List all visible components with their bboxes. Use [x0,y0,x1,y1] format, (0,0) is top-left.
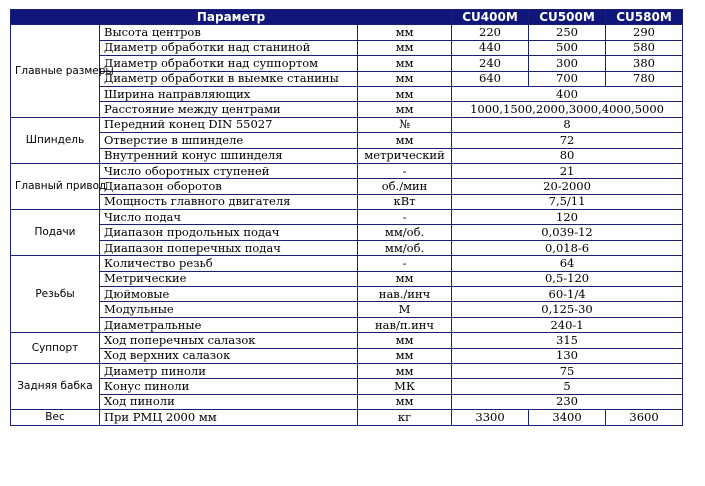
param-name: Мощность главного двигателя [100,194,358,209]
table-row [11,179,683,194]
table-row [11,194,683,209]
param-unit: мм/об. [358,240,452,255]
param-unit: кг [358,410,452,425]
param-value: 1000,1500,2000,3000,4000,5000 [452,102,683,117]
table-row [11,348,683,363]
table-row [11,363,683,378]
param-name: Внутренний конус шпинделя [100,148,358,163]
param-value: 64 [452,256,683,271]
param-value: 3600 [606,410,683,425]
param-name: Передний конец DIN 55027 [100,117,358,132]
param-value: 75 [452,363,683,378]
header-model: CU580M [606,10,683,25]
group-label: Резьбы [11,256,100,333]
param-value: 0,018-6 [452,240,683,255]
param-value: 3400 [529,410,606,425]
param-value: 130 [452,348,683,363]
table-row [11,302,683,317]
group-label: Главные размеры [11,25,100,117]
param-unit: мм/об. [358,225,452,240]
table-row [11,210,683,225]
param-value: 240 [452,56,529,71]
param-unit: мм [358,348,452,363]
table-row [11,148,683,163]
param-name: Дюймовые [100,287,358,302]
table-row [11,163,683,178]
param-value: 3300 [452,410,529,425]
param-value: 80 [452,148,683,163]
param-name: Отверстие в шпинделе [100,133,358,148]
table-row [11,25,683,40]
param-unit: мм [358,25,452,40]
param-value: 220 [452,25,529,40]
param-name: Диаметр обработки над станиной [100,40,358,55]
param-value: 240-1 [452,317,683,332]
group-label: Подачи [11,210,100,256]
spec-table [10,9,683,426]
param-value: 300 [529,56,606,71]
table-row [11,410,683,425]
header-model: CU500M [529,10,606,25]
header-row [11,10,683,25]
param-name: При РМЦ 2000 мм [100,410,358,425]
param-value: 440 [452,40,529,55]
table-row [11,40,683,55]
param-name: Число подач [100,210,358,225]
param-unit: мм [358,333,452,348]
param-name: Модульные [100,302,358,317]
param-value: 230 [452,394,683,409]
param-unit: - [358,210,452,225]
param-value: 315 [452,333,683,348]
param-name: Высота центров [100,25,358,40]
table-row [11,225,683,240]
param-value: 8 [452,117,683,132]
param-name: Диапазон продольных подач [100,225,358,240]
param-name: Диапазон оборотов [100,179,358,194]
param-unit: кВт [358,194,452,209]
param-name: Ход пиноли [100,394,358,409]
param-value: 20-2000 [452,179,683,194]
param-value: 72 [452,133,683,148]
param-name: Количество резьб [100,256,358,271]
table-row [11,394,683,409]
param-unit: метрический [358,148,452,163]
table-row [11,117,683,132]
param-value: 0,039-12 [452,225,683,240]
group-label: Вес [11,410,100,425]
param-value: 400 [452,86,683,101]
param-value: 290 [606,25,683,40]
param-name: Диапазон поперечных подач [100,240,358,255]
param-name: Ход верхних салазок [100,348,358,363]
param-name: Ширина направляющих [100,86,358,101]
param-value: 7,5/11 [452,194,683,209]
param-unit: мм [358,363,452,378]
table-row [11,271,683,286]
param-unit: МК [358,379,452,394]
param-unit: нав/π.инч [358,317,452,332]
param-unit: мм [358,133,452,148]
param-value: 60-1/4 [452,287,683,302]
param-name: Метрические [100,271,358,286]
param-value: 120 [452,210,683,225]
param-unit: об./мин [358,179,452,194]
param-value: 250 [529,25,606,40]
param-value: 0,5-120 [452,271,683,286]
param-unit: мм [358,86,452,101]
param-unit: мм [358,271,452,286]
param-name: Расстояние между центрами [100,102,358,117]
table-row [11,317,683,332]
param-value: 640 [452,71,529,86]
table-row [11,102,683,117]
param-unit: М [358,302,452,317]
param-name: Конус пиноли [100,379,358,394]
table-row [11,71,683,86]
param-unit: № [358,117,452,132]
group-label: Главный привод [11,163,100,209]
table-row [11,379,683,394]
param-unit: мм [358,56,452,71]
table-row [11,240,683,255]
param-unit: мм [358,394,452,409]
table-row [11,86,683,101]
param-unit: - [358,163,452,178]
param-unit: - [358,256,452,271]
param-unit: нав./инч [358,287,452,302]
header-model: CU400M [452,10,529,25]
table-row [11,256,683,271]
group-label: Суппорт [11,333,100,364]
table-row [11,287,683,302]
param-value: 21 [452,163,683,178]
param-name: Число оборотных ступеней [100,163,358,178]
param-unit: мм [358,40,452,55]
param-name: Диаметр обработки над суппортом [100,56,358,71]
param-name: Ход поперечных салазок [100,333,358,348]
table-row [11,56,683,71]
group-label: Шпиндель [11,117,100,163]
param-name: Диаметр пиноли [100,363,358,378]
param-value: 0,125-30 [452,302,683,317]
param-unit: мм [358,102,452,117]
spec-table-body [11,25,683,425]
table-row [11,133,683,148]
param-unit: мм [358,71,452,86]
param-name: Диаметр обработки в выемке станины [100,71,358,86]
table-row [11,333,683,348]
header-param: Параметр [11,10,452,25]
param-value: 780 [606,71,683,86]
param-value: 580 [606,40,683,55]
group-label: Задняя бабка [11,363,100,409]
param-name: Диаметральные [100,317,358,332]
param-value: 500 [529,40,606,55]
param-value: 5 [452,379,683,394]
param-value: 380 [606,56,683,71]
param-value: 700 [529,71,606,86]
